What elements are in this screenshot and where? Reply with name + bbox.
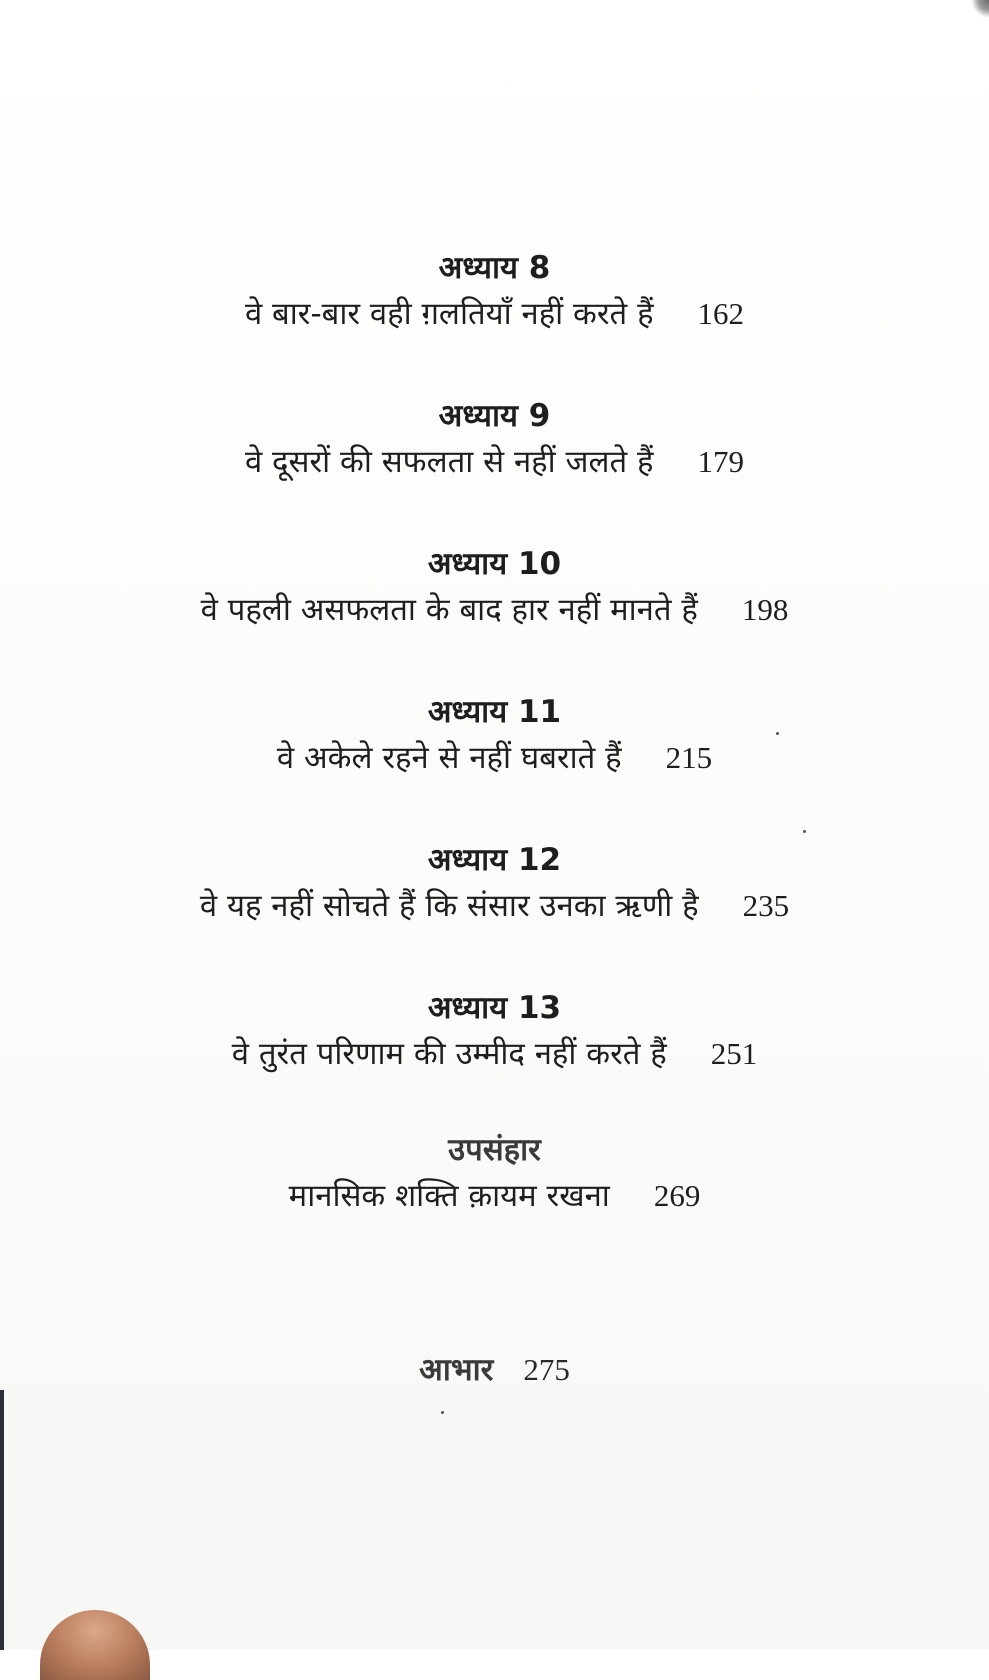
chapter-label: अध्याय 9 (438, 398, 551, 434)
toc-chapter-10 (0, 544, 989, 632)
page-number: 179 (697, 444, 745, 479)
page-number: 198 (741, 592, 789, 627)
chapter-entry (0, 292, 989, 336)
acknowledgements-label: आभार (419, 1352, 494, 1388)
page-number: 275 (523, 1352, 570, 1387)
chapter-entry (0, 1032, 989, 1076)
toc-chapter-8 (0, 248, 989, 336)
page-number: 235 (742, 888, 790, 923)
chapter-label: अध्याय 13 (427, 990, 562, 1026)
epilogue-entry (0, 1174, 989, 1218)
chapter-label: अध्याय 11 (427, 694, 562, 730)
toc-acknowledgements (0, 1348, 989, 1390)
print-speck (441, 1411, 444, 1414)
chapter-title: वे बार-बार वही ग़लतियाँ नहीं करते हैं (244, 296, 654, 332)
page-number: 251 (710, 1036, 758, 1071)
epilogue-title: मानसिक शक्ति क़ायम रखना (288, 1178, 610, 1214)
toc-epilogue (0, 1130, 989, 1218)
toc-chapter-12 (0, 840, 989, 928)
toc-chapter-9 (0, 396, 989, 484)
toc-chapter-11 (0, 692, 989, 780)
page-number: 215 (665, 740, 713, 775)
chapter-entry (0, 884, 989, 928)
toc-chapter-13 (0, 988, 989, 1076)
epilogue-label: उपसंहार (448, 1132, 541, 1168)
page-number: 269 (653, 1178, 701, 1213)
chapter-title: वे यह नहीं सोचते हैं कि संसार उनका ऋणी है (199, 888, 699, 924)
chapter-entry (0, 736, 989, 780)
chapter-title: वे पहली असफलता के बाद हार नहीं मानते हैं (200, 592, 698, 628)
page-number: 162 (697, 296, 745, 331)
chapter-title: वे तुरंत परिणाम की उम्मीद नहीं करते हैं (231, 1036, 667, 1072)
chapter-entry (0, 440, 989, 484)
print-speck (776, 732, 779, 735)
chapter-entry (0, 588, 989, 632)
chapter-title: वे दूसरों की सफलता से नहीं जलते हैं (244, 444, 654, 480)
print-speck (803, 830, 806, 833)
chapter-title: वे अकेले रहने से नहीं घबराते हैं (276, 740, 622, 776)
chapter-label: अध्याय 12 (427, 842, 562, 878)
chapter-label: अध्याय 10 (427, 546, 562, 582)
chapter-label: अध्याय 8 (438, 250, 551, 286)
